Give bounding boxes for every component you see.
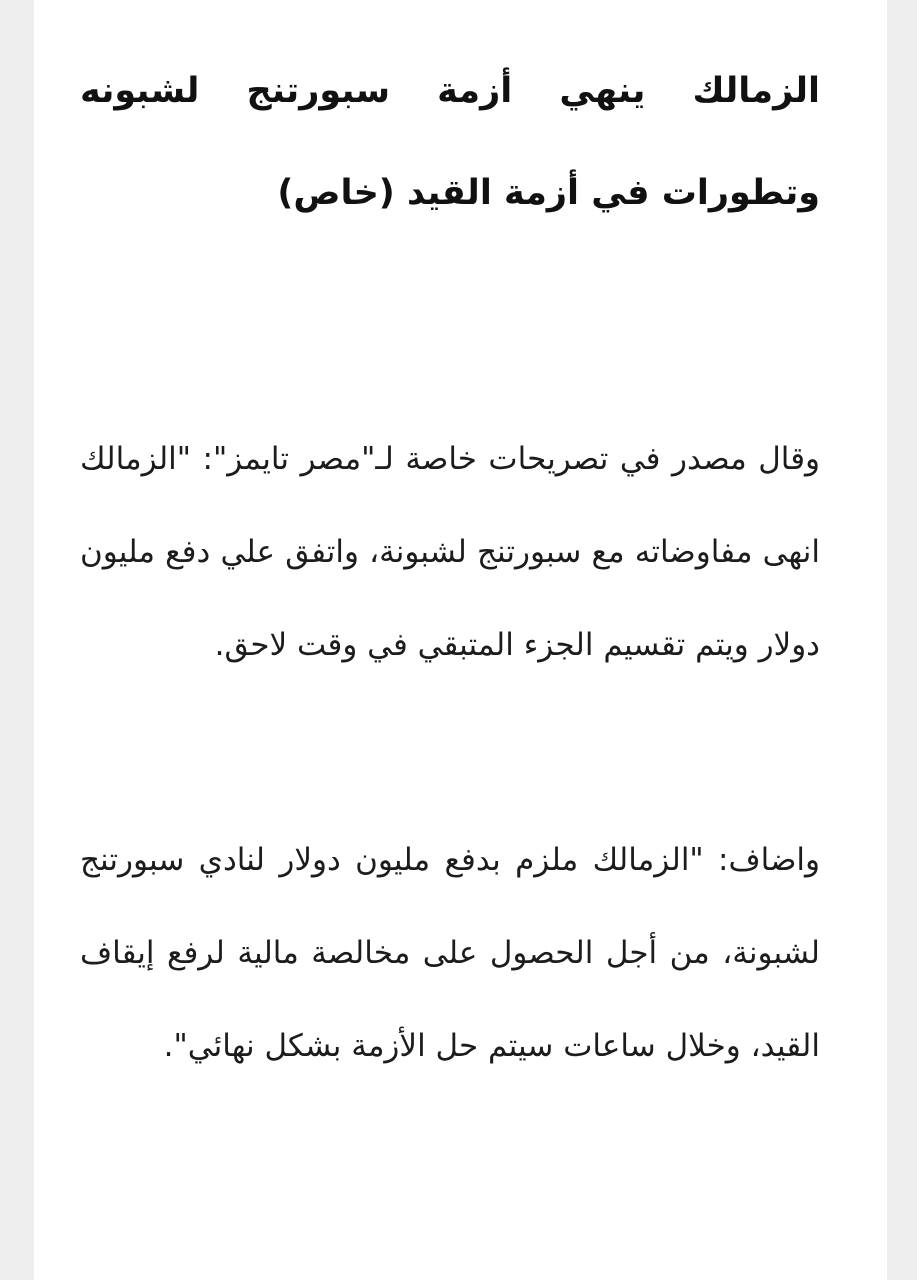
article-content [34, 40, 887, 1093]
article-headline: الزمالك ينهي أزمة سبورتنج لشبونه وتطورات في أزمة القيد (خاص) [80, 71, 820, 213]
article-paragraph-2: واضاف: "الزمالك ملزم بدفع مليون دولار لنادي سبورتنج لشبونة، من أجل الحصول على مخالصة مالية لرفع إيقاف القيد، وخلال ساعات سيتم حل الأزمة بشكل نهائي". [80, 842, 820, 1064]
article-paragraph-1: وقال مصدر في تصريحات خاصة لـ"مصر تايمز": "الزمالك انهى مفاوضاته مع سبورتنج لشبونة، واتفق علي دفع مليون دولار ويتم تقسيم الجزء المتبقي في وقت لاحق. [80, 441, 820, 663]
article-page [34, 0, 887, 1280]
